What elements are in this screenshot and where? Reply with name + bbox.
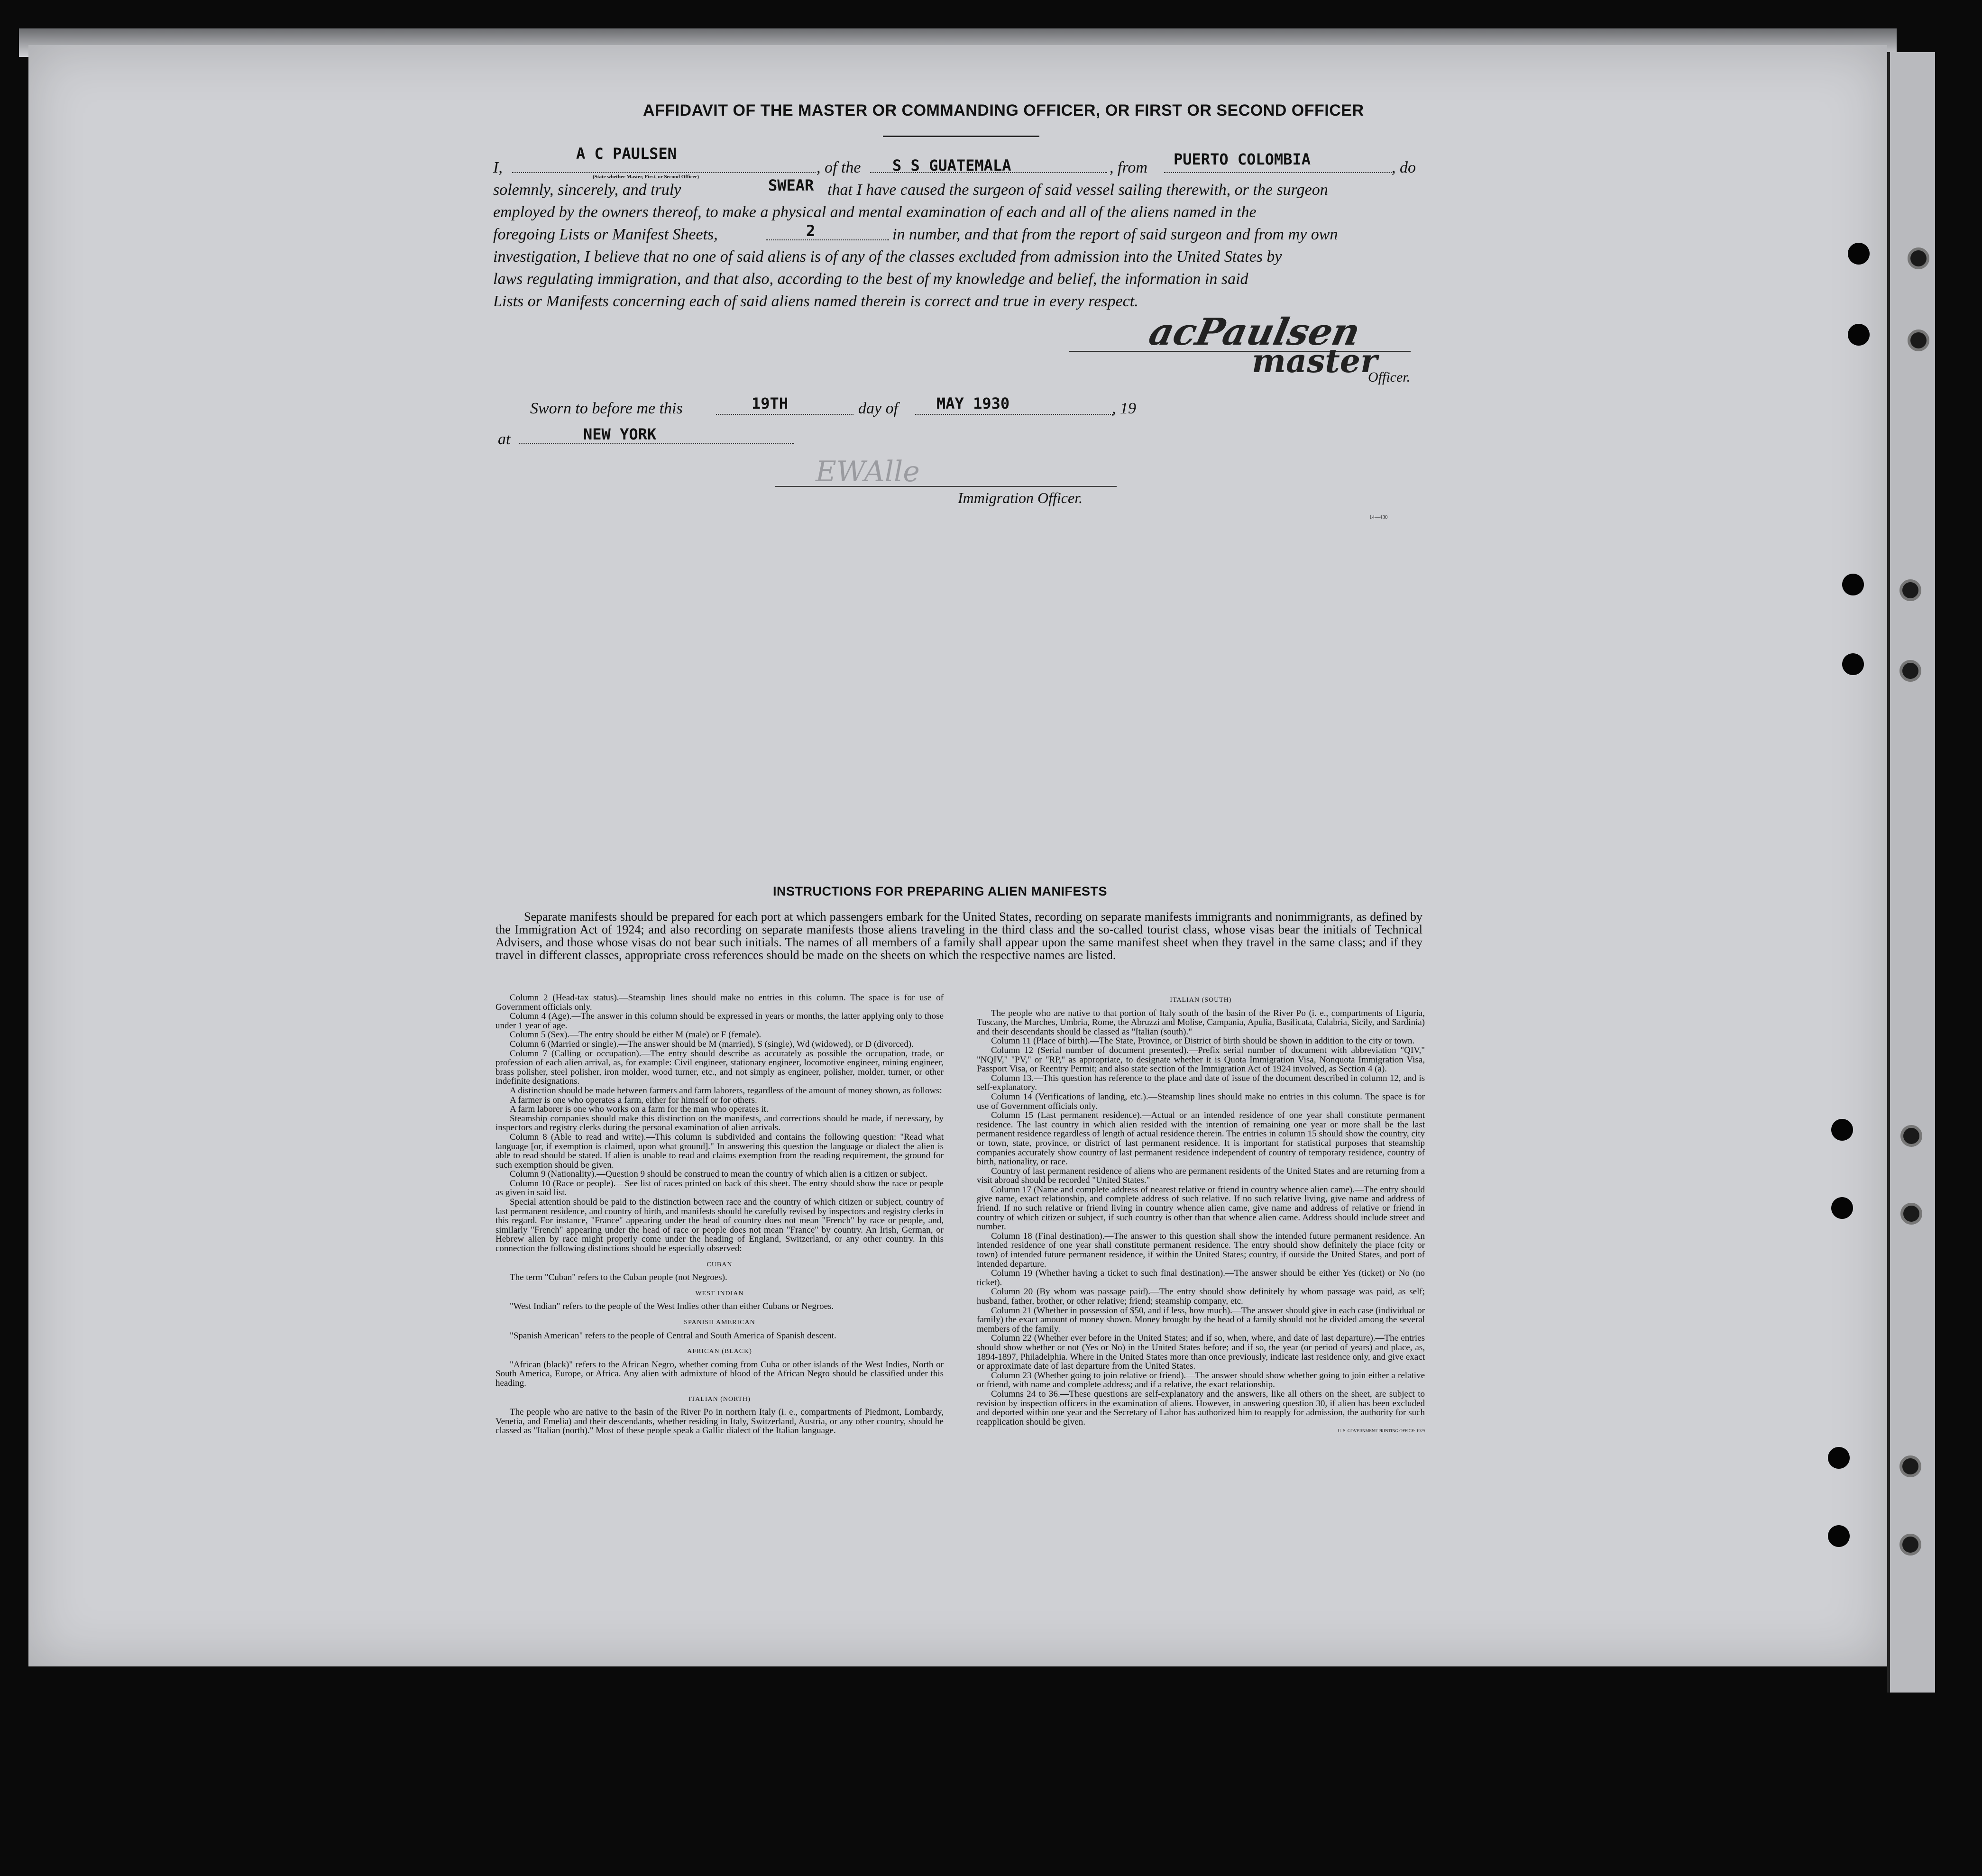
sheets-line bbox=[766, 239, 889, 240]
binder-hole-icon bbox=[1828, 1447, 1850, 1469]
instructions-intro: Separate manifests should be prepared for each port at which passengers embark for the United States, recording on separate manifests immigrants and nonimmigrants, as defined by the Immigration Act of 1924; and also recording on separate manifests those aliens traveling in the third class and the so-called tourist class, whose visas bear the initials of Technical Advisers, and those whose visas do not bear such initials. The names of all members of a family shall appear upon the same manifest sheet when they travel in the same class; and if they travel in different classes, appropriate cross references should be made on the sheets on which the respective names are listed. bbox=[496, 910, 1422, 962]
right-paragraph: Column 14 (Verifications of landing, etc.).—Steamship lines should make no entries in this column. The space is for use of Government officials only. bbox=[977, 1091, 1425, 1111]
of-the-label: , of the bbox=[817, 159, 861, 176]
right-paragraph: Column 11 (Place of birth).—The State, Province, or District of birth should be shown in addition to the city or town. bbox=[991, 1036, 1415, 1046]
binder-hole-icon bbox=[1899, 579, 1921, 601]
do-label: , do bbox=[1392, 159, 1416, 176]
affidavit-line-4a: foregoing Lists or Manifest Sheets, bbox=[493, 226, 718, 243]
cuban-heading: CUBAN bbox=[707, 1261, 733, 1268]
binder-hole-icon bbox=[1908, 329, 1929, 351]
west-indian-heading: WEST INDIAN bbox=[695, 1290, 744, 1297]
left-paragraph: Column 7 (Calling or occupation).—The entry should describe as accurately as possible the occupation, trade, or profession of each alien arrival, as, for example: Civil engineer, stationary engineer, locomotive engineer, mining engineer, brass polisher, steel polisher, iron molder, wood turner, etc., and not simply as engineer, polisher, molder, turner, or other indefinite designations. bbox=[496, 1048, 944, 1087]
right-paragraph: Column 21 (Whether in possession of $50, and if less, how much).—The answer should give in each case (individual or family) the exact amount of money shown. Money brought by the head of a family should not be divided among the several members of the family. bbox=[977, 1305, 1425, 1334]
sworn-day: 19TH bbox=[752, 394, 789, 412]
right-paragraph: Column 22 (Whether ever before in the United States; and if so, when, where, and date of last departure).—The entries should show whether or not (Yes or No) in the United States before; and if so, the year (or period of years) and place, as, 1894-1897, Philadelphia. Where in the United States more than once previously, indicate last residence only, and give exact or approximate date of last departure from the United States. bbox=[977, 1333, 1425, 1372]
binder-hole-icon bbox=[1899, 1455, 1921, 1477]
affidavit-line-2b: that I have caused the surgeon of said vessel sailing therewith, or the surgeon bbox=[827, 181, 1328, 199]
right-paragraph: Column 17 (Name and complete address of nearest relative or friend in country whence alien came).—The entry should give name, exact relationship, and complete address of such relative. If no such relative living, give name and address of friend. If no such relative or friend living in country whence alien came, give name and address of relative or friend in country of which citizen or subject, if such country is other than that whence alien came. Address should include street and number. bbox=[977, 1184, 1425, 1232]
instructions-left-column bbox=[496, 993, 944, 1436]
affidavit-line-7: Lists or Manifests concerning each of said aliens named therein is correct and true in every respect. bbox=[493, 293, 1138, 310]
affidavit-line-6: laws regulating immigration, and that also, according to the best of my knowledge and belief, the information in said bbox=[493, 270, 1248, 288]
left-paragraph: Steamship companies should make this distinction on the manifests, and corrections should be made, if necessary, by inspectors and registry clerks during the personal examination of alien arrivals. bbox=[496, 1113, 944, 1133]
from-label: , from bbox=[1110, 159, 1147, 176]
left-paragraph: Column 10 (Race or people).—See list of races printed on back of this sheet. The entry should show the race or people as given in said list. bbox=[496, 1178, 944, 1198]
title-rule bbox=[883, 136, 1039, 137]
left-paragraph: Special attention should be paid to the distinction between race and the country of which citizen or subject, country of last permanent residence, and country of birth, and manifests should be carefully revised by inspectors and registry clerks in this regard. For instance, "France" appearing under the head of country does not mean "French" by race or people, and, similarly "French" appearing under the head of race or people does not mean "France" by country. An Irish, German, or Hebrew alien by race might properly come under the heading of England, Switzerland, or any other country. In this connection the following distinctions should be especially observed: bbox=[496, 1197, 944, 1254]
right-paragraph: Column 15 (Last permanent residence).—Actual or an intended residence of one year shall constitute permanent residence. The last country in which alien resided with the intention of remaining one year or more shall be the last permanent residence regardless of length of actual residence therein. The entries in column 15 should show the country, city or town, state, province, or district of last permanent residence. It is important for statistical purposes that steamship companies accurately show country of last permanent residence independent of country of temporary residence, country of birth, nationality, or race. bbox=[977, 1110, 1425, 1167]
binder-hole-icon bbox=[1848, 243, 1870, 265]
at-label: at bbox=[498, 430, 511, 448]
nineteen-label: , 19 bbox=[1112, 400, 1136, 417]
instructions-right-column bbox=[977, 996, 1425, 1436]
master-name: A C PAULSEN bbox=[576, 145, 677, 163]
right-paragraph: Column 20 (By whom was passage paid).—The entry should show definitely by whom passage was paid, as self; husband, father, brother, or other relative; friend; steamship company, etc. bbox=[977, 1287, 1425, 1306]
spanish-american-text: "Spanish American" refers to the people of Central and South America of Spanish descent. bbox=[510, 1330, 836, 1341]
page-edge-strip bbox=[1887, 52, 1935, 1693]
left-paragraph: A distinction should be made between farmers and farm laborers, regardless of the amount of money shown, as follows: bbox=[510, 1085, 942, 1096]
vessel-name: S S GUATEMALA bbox=[892, 156, 1011, 174]
port-name: PUERTO COLOMBIA bbox=[1174, 150, 1311, 168]
african-text: "African (black)" refers to the African Negro, whether coming from Cuba or other islands of the West Indies, North or South America, Europe, or Africa. Any alien with admixture of blood of the African Negro should be classified under this heading. bbox=[496, 1359, 944, 1388]
right-paragraph: Column 23 (Whether going to join relative or friend).—The answer should show whether going to join either a relative or friend, with name and complete address; and if a relative, the exact relationship. bbox=[977, 1370, 1425, 1390]
affidavit-line-2a: solemnly, sincerely, and truly bbox=[493, 181, 681, 199]
binder-hole-icon bbox=[1831, 1197, 1853, 1219]
officer-suffix: Officer. bbox=[1368, 369, 1411, 385]
affidavit-line-4b: in number, and that from the report of said surgeon and from my own bbox=[892, 226, 1338, 243]
port-line bbox=[1164, 172, 1392, 173]
day-of-label: day of bbox=[858, 400, 899, 417]
sworn-place: NEW YORK bbox=[583, 425, 657, 443]
form-number: 14—430 bbox=[1369, 514, 1388, 520]
spanish-american-heading: SPANISH AMERICAN bbox=[684, 1319, 755, 1326]
affidavit-title: AFFIDAVIT OF THE MASTER OR COMMANDING OFFICER, OR FIRST OR SECOND OFFICER bbox=[643, 101, 1364, 119]
left-paragraph: A farm laborer is one who works on a farm for the man who operates it. bbox=[510, 1104, 769, 1115]
officer-note: (State whether Master, First, or Second Officer) bbox=[593, 174, 699, 180]
left-paragraph: Column 4 (Age).—The answer in this column should be expressed in years or months, the latter applying only to those under 1 year of age. bbox=[496, 1011, 944, 1031]
left-paragraph: Column 2 (Head-tax status).—Steamship lines should make no entries in this column. The space is for use of Government officials only. bbox=[496, 993, 944, 1012]
binder-hole-icon bbox=[1899, 1534, 1921, 1556]
oath-word: SWEAR bbox=[768, 176, 814, 194]
right-paragraph: Column 19 (Whether having a ticket to such final destination).—The answer should be either Yes (ticket) or No (no ticket). bbox=[977, 1268, 1425, 1288]
left-paragraph: Column 6 (Married or single).—The answer should be M (married), S (single), Wd (widowed), or D (divorced). bbox=[510, 1039, 914, 1049]
binder-hole-icon bbox=[1908, 247, 1929, 269]
printing-office-note: U. S. GOVERNMENT PRINTING OFFICE: 1929 bbox=[1338, 1428, 1425, 1434]
right-paragraph: The people who are native to that portion of Italy south of the basin of the River Po (i. e., compartments of Liguria, Tuscany, the Marches, Umbria, Rome, the Abruzzi and Molise, Campania, Apulia, Basilicata, Calabria, Sicily, and Sardinia) and their descendants should be classed as "Italian (south)." bbox=[977, 1008, 1425, 1037]
signature-title: master bbox=[1252, 342, 1377, 380]
sworn-label: Sworn to before me this bbox=[530, 400, 683, 417]
left-paragraph: Column 9 (Nationality).—Question 9 should be construed to mean the country of which alien is a citizen or subject. bbox=[510, 1169, 928, 1180]
instructions-title: INSTRUCTIONS FOR PREPARING ALIEN MANIFESTS bbox=[773, 884, 1108, 898]
left-paragraph: A farmer is one who operates a farm, either for himself or for others. bbox=[510, 1095, 757, 1105]
binder-hole-icon bbox=[1831, 1119, 1853, 1141]
binder-hole-icon bbox=[1842, 574, 1864, 595]
right-paragraph: Columns 24 to 36.—These questions are self-explanatory and the answers, like all others on the sheet, are subject to revision by inspection officers in the examination of aliens. However, in answering question 30, if alien has been excluded and deported within one year and the Secretary of Labor has authorized him to reapply for admission, the authority for such reapplication should be given. bbox=[977, 1389, 1425, 1427]
left-paragraph: Column 5 (Sex).—The entry should be either M (male) or F (female). bbox=[510, 1030, 762, 1040]
name-line bbox=[512, 172, 816, 173]
italian-north-heading: ITALIAN (NORTH) bbox=[688, 1395, 751, 1403]
month-line bbox=[915, 414, 1114, 415]
italian-south-heading: ITALIAN (SOUTH) bbox=[1170, 997, 1232, 1004]
binder-hole-icon bbox=[1828, 1525, 1850, 1547]
sheets-count: 2 bbox=[806, 222, 816, 240]
right-paragraph: Column 18 (Final destination).—The answer to this question shall show the intended future permanent residence. An intended residence of one year shall constitute permanent residence. The entry should show definitely the place (city or town) of intended future permanent residence, if within the United States; country, if outside the United States, and port of intended departure. bbox=[977, 1231, 1425, 1269]
binder-hole-icon bbox=[1900, 1203, 1922, 1225]
right-paragraph: Column 12 (Serial number of document presented).—Prefix serial number of document with abbreviation "QIV," "NQIV," "PV," or "RP," as appropriate, to designate whether it is Quota Immigration Visa, Nonquota Immigration Visa, Passport Visa, or Reentry Permit; and also state section of the Immigration Act of 1924 involved, as Section 4 (a). bbox=[977, 1045, 1425, 1074]
day-line bbox=[716, 414, 853, 415]
sworn-month-year: MAY 1930 bbox=[936, 394, 1010, 412]
italian-north-text: The people who are native to the basin of the River Po in northern Italy (i. e., compartments of Piedmont, Lombardy, Venetia, and Emelia) and their descendants, whether residing in Italy, Switzerland, Austria, or any other country, should be classed as "Italian (north)." Most of these people speak a Gallic dialect of the Italian language. bbox=[496, 1407, 944, 1436]
affidavit-line-5: investigation, I believe that no one of said aliens is of any of the classes excluded from admission into the United States by bbox=[493, 248, 1282, 265]
cuban-text: The term "Cuban" refers to the Cuban people (not Negroes). bbox=[510, 1272, 727, 1283]
master-signature: acPaulsen bbox=[1145, 311, 1364, 354]
affidavit-line-3: employed by the owners thereof, to make a physical and mental examination of each and all of the aliens named in the bbox=[493, 203, 1257, 221]
right-paragraph: Country of last permanent residence of aliens who are permanent residents of the United States and are returning from a visit abroad should be recorded "United States." bbox=[977, 1166, 1425, 1186]
left-paragraph: Column 8 (Able to read and write).—This column is subdivided and contains the following question: "Read what language [or, if exemption is claimed, upon what ground]." In answering this question the language or dialect the alien is able to read should be stated. If alien is unable to read and claims exemption from the reading requirement, the ground for such exemption should be given. bbox=[496, 1132, 944, 1170]
binder-hole-icon bbox=[1899, 660, 1921, 682]
immigration-officer-label: Immigration Officer. bbox=[958, 489, 1083, 506]
place-line bbox=[519, 443, 794, 444]
binder-hole-icon bbox=[1848, 324, 1870, 346]
african-heading: AFRICAN (BLACK) bbox=[687, 1348, 752, 1355]
officer-signature: EWAlle bbox=[816, 455, 920, 488]
binder-hole-icon bbox=[1900, 1125, 1922, 1147]
west-indian-text: "West Indian" refers to the people of the West Indies other than either Cubans or Negroes. bbox=[510, 1301, 834, 1312]
binder-hole-icon bbox=[1842, 653, 1864, 675]
affidavit-i: I, bbox=[493, 159, 503, 176]
right-paragraph: Column 13.—This question has reference to the place and date of issue of the document described in column 12, and is self-explanatory. bbox=[977, 1073, 1425, 1093]
